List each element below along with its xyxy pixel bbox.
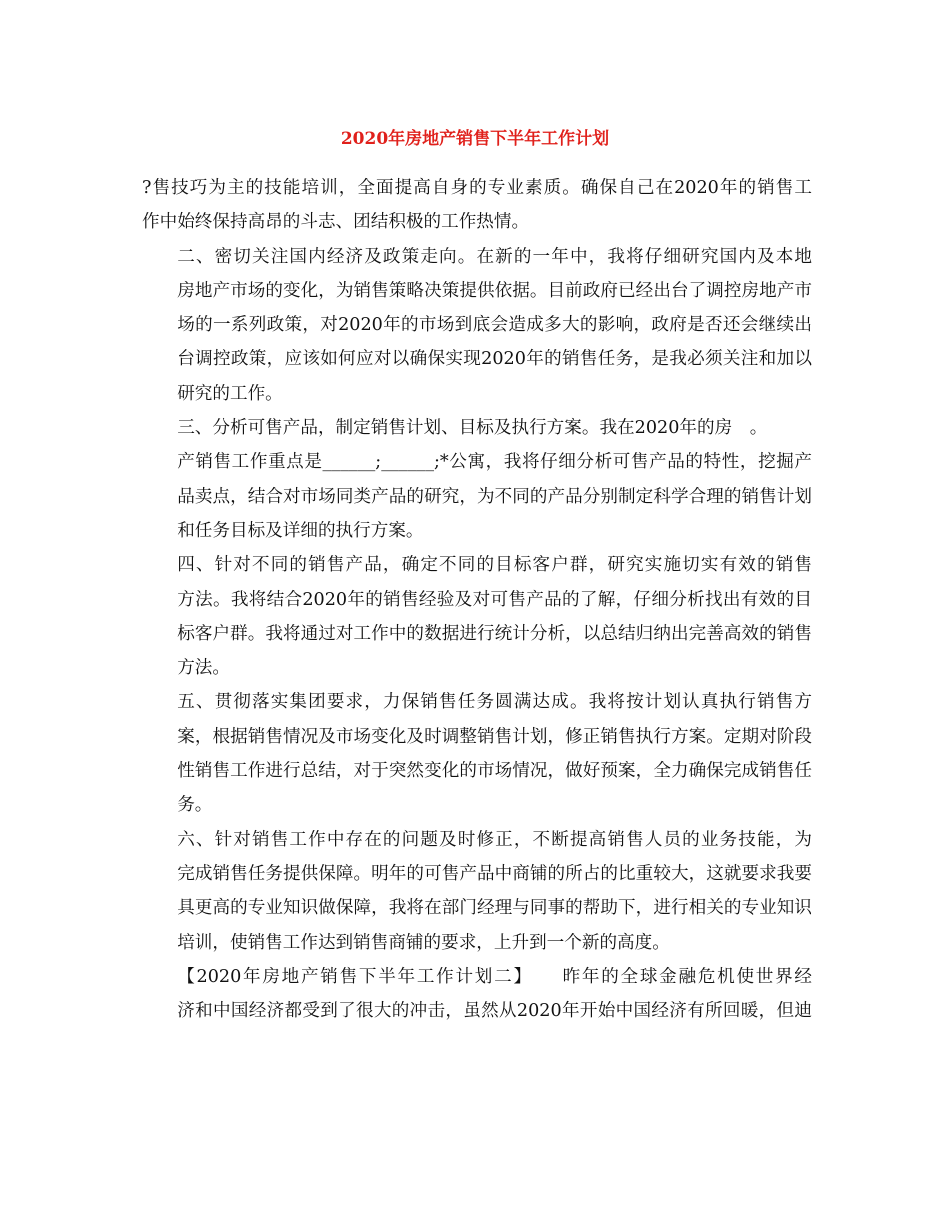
text-line: 四、针对不同的销售产品，确定不同的目标客户群，研究实施切实有效的销售 <box>177 555 812 576</box>
paragraph <box>142 548 812 685</box>
text-line: 济和中国经济都受到了很大的冲击，虽然从2020年开始中国经济有所回暖，但迪 <box>177 1001 812 1022</box>
text-line: 品卖点，结合对市场同类产品的研究，为不同的产品分别制定科学合理的销售计划 <box>177 486 812 507</box>
text-line: 研究的工作。 <box>177 383 283 404</box>
text-line: 五、贯彻落实集团要求，力保销售任务圆满达成。我将按计划认真执行销售方 <box>177 692 812 713</box>
paragraph <box>142 171 812 240</box>
text-line: 场的一系列政策，对2020年的市场到底会造成多大的影响，政府是否还会继续出 <box>177 315 812 336</box>
text-line: 务。 <box>177 795 213 816</box>
paragraph <box>142 960 812 1029</box>
text-line: 完成销售任务提供保障。明年的可售产品中商铺的所占的比重较大，这就要求我要 <box>177 863 812 884</box>
paragraph <box>142 240 812 411</box>
text-line: 六、针对销售工作中存在的问题及时修正，不断提高销售人员的业务技能，为 <box>177 829 812 850</box>
paragraph <box>142 685 812 822</box>
text-line: 和任务目标及详细的执行方案。 <box>177 520 424 541</box>
text-line: 【2020年房地产销售下半年工作计划二】 昨年的全球金融危机使世界经 <box>177 966 812 987</box>
text-line: 方法。我将结合2020年的销售经验及对可售产品的了解，仔细分析找出有效的目 <box>177 589 812 610</box>
text-line: 台调控政策，应该如何应对以确保实现2020年的销售任务，是我必须关注和加以 <box>177 349 812 370</box>
text-line: 性销售工作进行总结，对于突然变化的市场情况，做好预案，全力确保完成销售任 <box>177 761 812 782</box>
text-line: ?售技巧为主的技能培训，全面提高自身的专业素质。确保自己在2020年的销售工 <box>142 178 812 198</box>
text-line: 方法。 <box>177 658 230 679</box>
text-line: 培训，使销售工作达到销售商铺的要求，上升到一个新的高度。 <box>177 932 670 953</box>
document-title: 2020年房地产销售下半年工作计划 <box>340 129 610 149</box>
paragraph <box>142 823 812 960</box>
text-line: 标客户群。我将通过对工作中的数据进行统计分析，以总结归纳出完善高效的销售 <box>177 623 812 644</box>
text-line: 三、分析可售产品，制定销售计划、目标及执行方案。我在2020年的房 。 <box>177 418 768 439</box>
text-line: 具更高的专业知识做保障，我将在部门经理与同事的帮助下，进行相关的专业知识 <box>177 898 812 919</box>
document-body <box>142 171 812 1028</box>
text-line: 作中始终保持高昂的斗志、团结积极的工作热情。 <box>142 212 530 233</box>
text-line: 房地产市场的变化，为销售策略决策提供依据。目前政府已经出台了调控房地产市 <box>177 280 812 301</box>
text-line: 产销售工作重点是______;______;*公寓，我将仔细分析可售产品的特性，挖掘产 <box>177 452 812 473</box>
text-line: 二、密切关注国内经济及政策走向。在新的一年中，我将仔细研究国内及本地 <box>177 246 812 267</box>
paragraph <box>142 411 812 548</box>
text-line: 案，根据销售情况及市场变化及时调整销售计划，修正销售执行方案。定期对阶段 <box>177 726 812 747</box>
